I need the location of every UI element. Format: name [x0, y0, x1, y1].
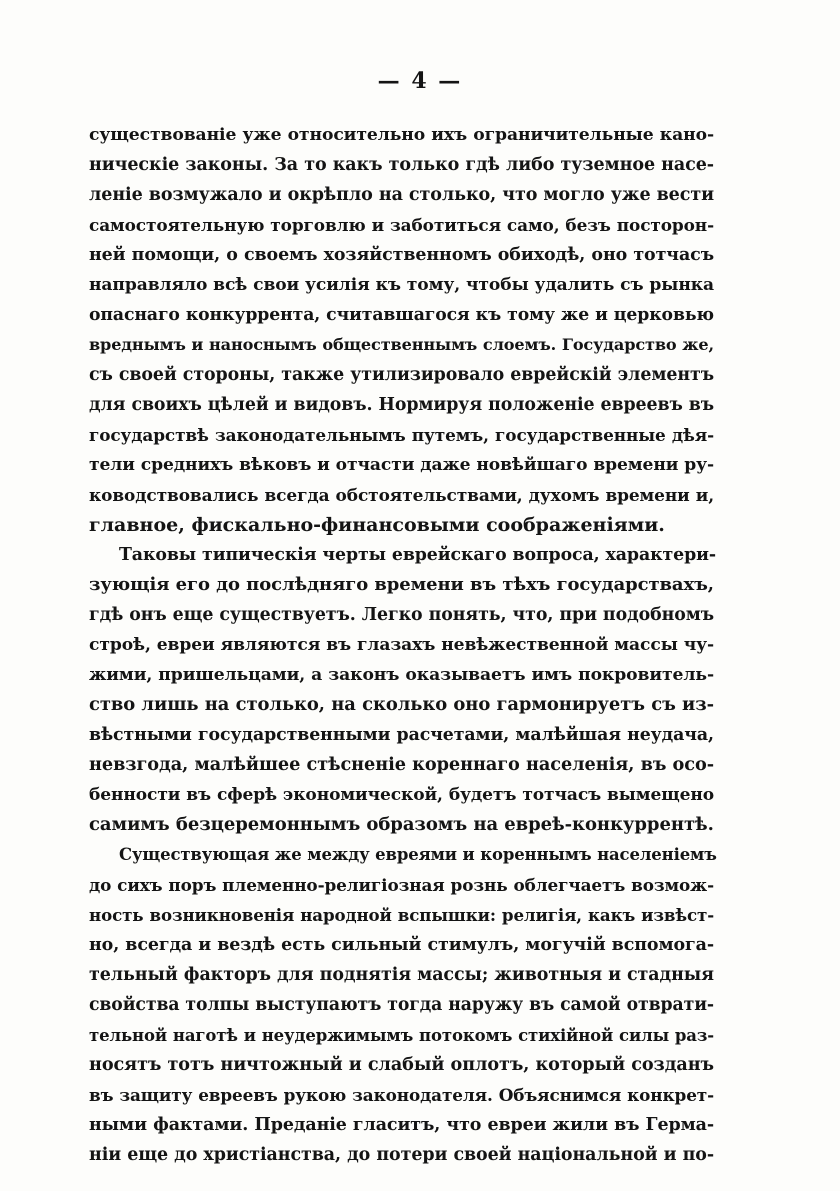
text-line: леніе возмужало и окрѣпло на столько, что могло уже вести — [89, 185, 714, 205]
text-line: бенности въ сферѣ экономической, будетъ тотчасъ вымещено — [89, 785, 714, 805]
body-text — [89, 120, 717, 1170]
text-line: для своихъ цѣлей и видовъ. Нормируя положеніе евреевъ въ — [89, 395, 714, 415]
text-line: въ защиту евреевъ рукою законодателя. Объяснимся конкрет- — [89, 1085, 714, 1105]
text-line: ней помощи, о своемъ хозяйственномъ обиходѣ, оно тотчасъ — [89, 245, 714, 265]
text-line: тельной наготѣ и неудержимымъ потокомъ стихійной силы раз- — [89, 1025, 714, 1045]
text-line: самостоятельную торговлю и заботиться само, безъ посторон- — [89, 215, 714, 235]
text-line: но, всегда и вездѣ есть сильный стимулъ, могучій вспомога- — [89, 935, 714, 955]
text-line: главное, фискально-финансовыми соображеніями. — [89, 514, 665, 536]
text-line: съ своей стороны, также утилизировало еврейскій элементъ — [89, 365, 714, 385]
text-line: опаснаго конкуррента, считавшагося къ тому же и церковью — [89, 305, 714, 325]
text-line: ническіе законы. За то какъ только гдѣ либо туземное насе- — [89, 155, 714, 175]
text-line: гдѣ онъ еще существуетъ. Легко понять, что, при подобномъ — [89, 605, 714, 625]
text-line: Таковы типическія черты еврейскаго вопроса, характери- — [119, 545, 717, 565]
text-line: самимъ безцеремоннымъ образомъ на евреѣ-конкуррентѣ. — [89, 814, 714, 835]
text-line: ководствовались всегда обстоятельствами, духомъ времени и, — [89, 485, 714, 505]
text-line: Существующая же между евреями и кореннымъ населеніемъ — [119, 845, 717, 864]
text-line: тельный факторъ для поднятія массы; животныя и стадныя — [89, 965, 714, 985]
text-line: ніи еще до христіанства, до потери своей національной и по- — [89, 1145, 714, 1165]
text-line: ство лишь на столько, на сколько оно гармонируетъ съ из- — [89, 694, 714, 715]
text-line: направляло всѣ свои усилія къ тому, чтобы удалить съ рынка — [89, 275, 714, 295]
page-number: — 4 — — [377, 68, 463, 94]
text-line: ными фактами. Преданіе гласитъ, что евреи жили въ Герма- — [89, 1115, 714, 1135]
paragraph-2 — [89, 540, 717, 840]
text-line: тели среднихъ вѣковъ и отчасти даже новѣйшаго времени ру- — [89, 455, 714, 475]
text-line: жими, пришельцами, а законъ оказываетъ имъ покровитель- — [89, 665, 714, 685]
text-line: носятъ тотъ ничтожный и слабый оплотъ, который созданъ — [89, 1054, 714, 1075]
text-line: невзгода, малѣйшее стѣсненіе кореннаго населенія, въ осо- — [89, 754, 714, 775]
text-line: до сихъ поръ племенно-религіозная рознь облегчаетъ возмож- — [89, 875, 714, 895]
text-line: зующія его до послѣдняго времени въ тѣхъ государствахъ, — [89, 574, 714, 595]
text-line: свойства толпы выступаютъ тогда наружу въ самой отврати- — [89, 995, 714, 1015]
text-line: вреднымъ и наноснымъ общественнымъ слоемъ. Государство же, — [89, 335, 714, 354]
text-line: ность возникновенія народной вспышки: религія, какъ извѣст- — [89, 905, 714, 925]
text-line: вѣстными государственными расчетами, малѣйшая неудача, — [89, 725, 714, 745]
text-line: государствѣ законодательнымъ путемъ, государственные дѣя- — [89, 425, 714, 445]
paragraph-3 — [89, 840, 717, 1170]
text-line: существованіе уже относительно ихъ ограничительные кано- — [89, 125, 714, 145]
text-line: строѣ, евреи являются въ глазахъ невѣжественной массы чу- — [89, 635, 714, 655]
paragraph-1 — [89, 120, 714, 540]
